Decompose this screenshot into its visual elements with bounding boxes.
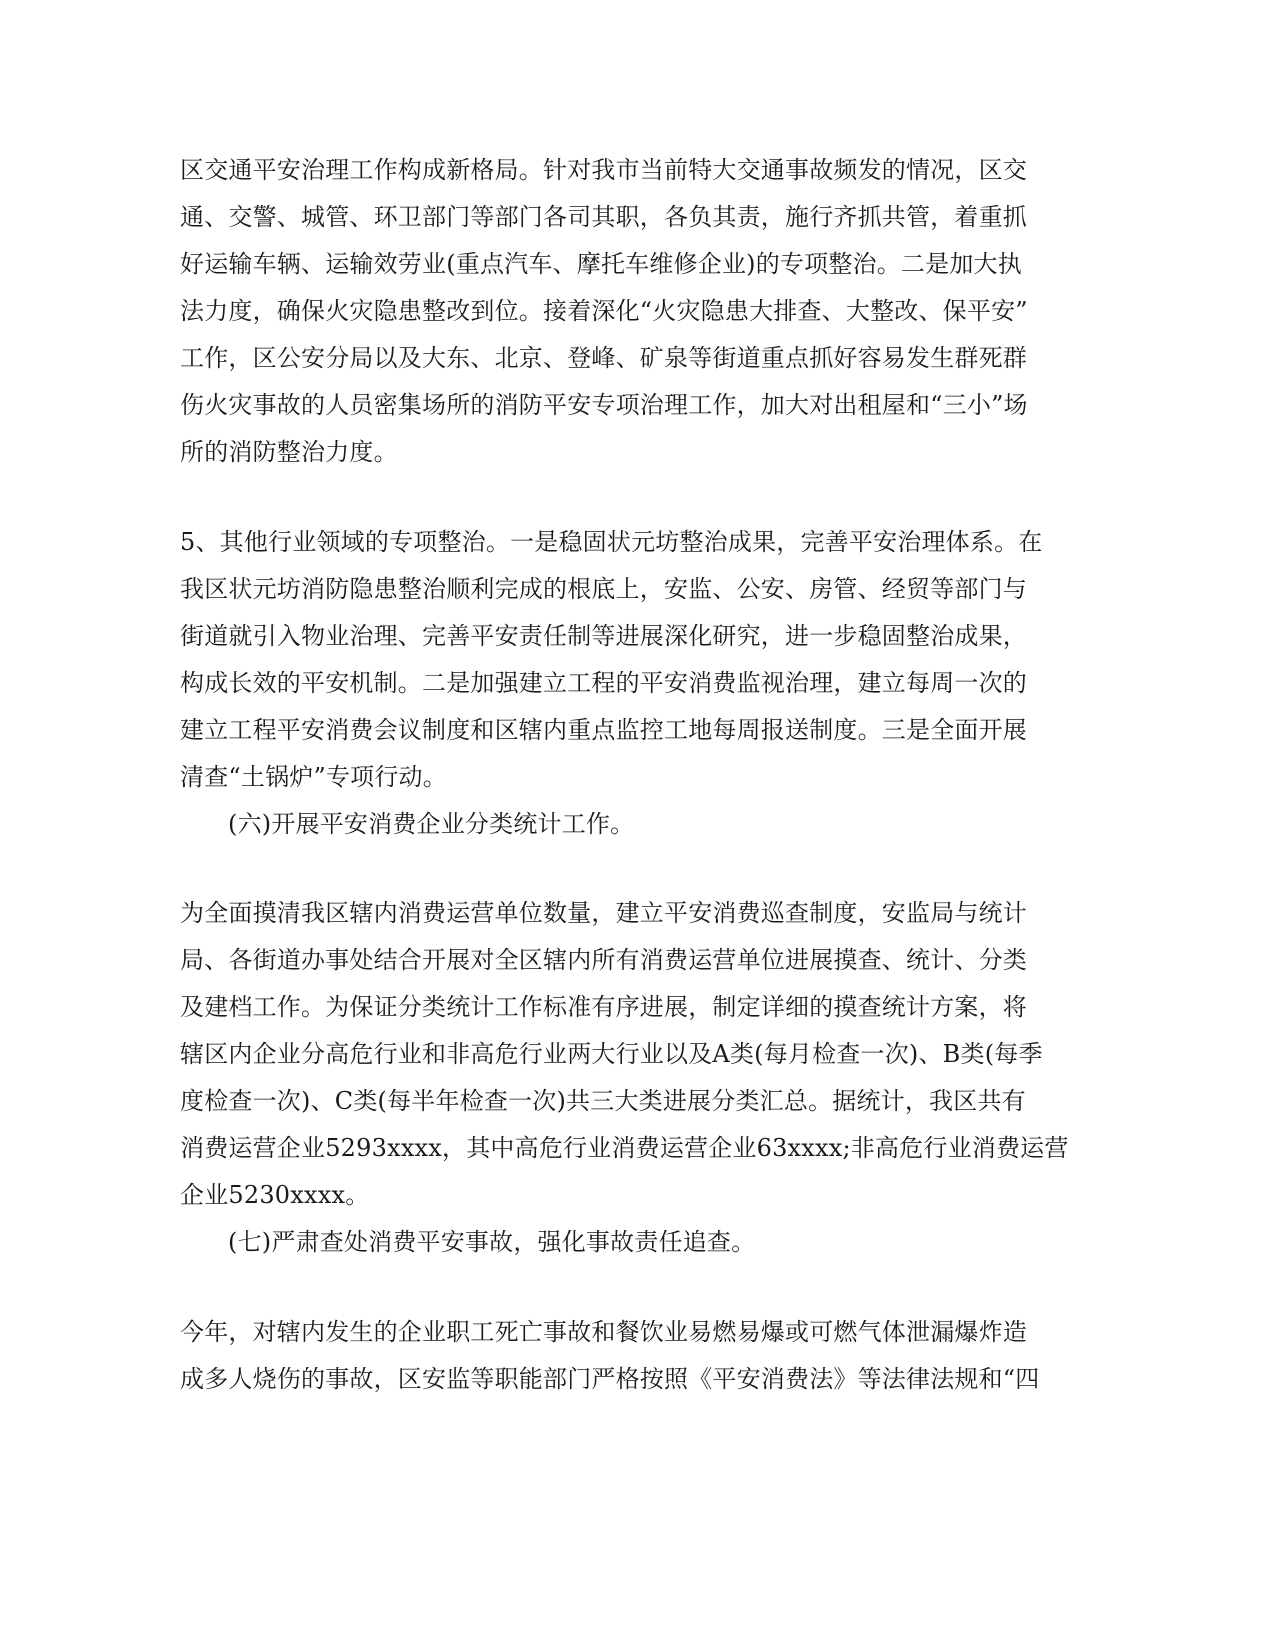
paragraph-other-industries: [180, 519, 1043, 848]
text-line: 5、其他行业领域的专项整治。一是稳固状元坊整治成果，完善平安治理体系。在: [180, 528, 1043, 556]
text-line: 成多人烧伤的事故，区安监等职能部门严格按照《平安消费法》等法律法规和“四: [180, 1365, 1040, 1393]
text-line: 法力度，确保火灾隐患整改到位。接着深化“火灾隐患大排查、大整改、保平安”: [180, 297, 1028, 325]
paragraph-classification-stats: [180, 890, 1069, 1266]
paragraph-traffic-fire: [180, 147, 1040, 476]
paragraph-accident-handling: [180, 1309, 1040, 1403]
text-line: 伤火灾事故的人员密集场所的消防平安专项治理工作，加大对出租屋和“三小”场: [180, 391, 1028, 419]
text-line: 清查“土锅炉”专项行动。: [180, 763, 447, 791]
text-line: 今年，对辖内发生的企业职工死亡事故和餐饮业易燃易爆或可燃气体泄漏爆炸造: [180, 1318, 1027, 1346]
text-line: 及建档工作。为保证分类统计工作标准有序进展，制定详细的摸查统计方案，将: [180, 993, 1027, 1021]
text-line: 局、各街道办事处结合开展对全区辖内所有消费运营单位进展摸查、统计、分类: [180, 946, 1027, 974]
text-line: 工作，区公安分局以及大东、北京、登峰、矿泉等街道重点抓好容易发生群死群: [180, 344, 1027, 372]
text-line: 我区状元坊消防隐患整治顺利完成的根底上，安监、公安、房管、经贸等部门与: [180, 575, 1027, 603]
text-line: 为全面摸清我区辖内消费运营单位数量，建立平安消费巡查制度，安监局与统计: [180, 899, 1027, 927]
text-line: 好运输车辆、运输效劳业(重点汽车、摩托车维修企业)的专项整治。二是加大执: [180, 250, 1022, 278]
text-line: 区交通平安治理工作构成新格局。针对我市当前特大交通事故频发的情况，区交: [180, 156, 1027, 184]
section-heading-6: (六)开展平安消费企业分类统计工作。: [228, 810, 635, 838]
text-line: 构成长效的平安机制。二是加强建立工程的平安消费监视治理，建立每周一次的: [180, 669, 1027, 697]
section-heading-7: (七)严肃查处消费平安事故，强化事故责任追查。: [228, 1228, 756, 1256]
text-line: 度检查一次)、C类(每半年检查一次)共三大类进展分类汇总。据统计，我区共有: [180, 1087, 1026, 1115]
text-line: 企业5230xxxx。: [180, 1181, 370, 1209]
text-line: 通、交警、城管、环卫部门等部门各司其职，各负其责，施行齐抓共管，着重抓: [180, 203, 1027, 231]
text-line: 消费运营企业5293xxxx，其中高危行业消费运营企业63xxxx;非高危行业消费运营: [180, 1134, 1069, 1162]
text-line: 街道就引入物业治理、完善平安责任制等进展深化研究，进一步稳固整治成果，: [180, 622, 1027, 650]
text-line: 所的消防整治力度。: [180, 438, 398, 466]
text-line: 建立工程平安消费会议制度和区辖内重点监控工地每周报送制度。三是全面开展: [180, 716, 1027, 744]
text-line: 辖区内企业分高危行业和非高危行业两大行业以及A类(每月检查一次)、B类(每季: [180, 1040, 1043, 1068]
